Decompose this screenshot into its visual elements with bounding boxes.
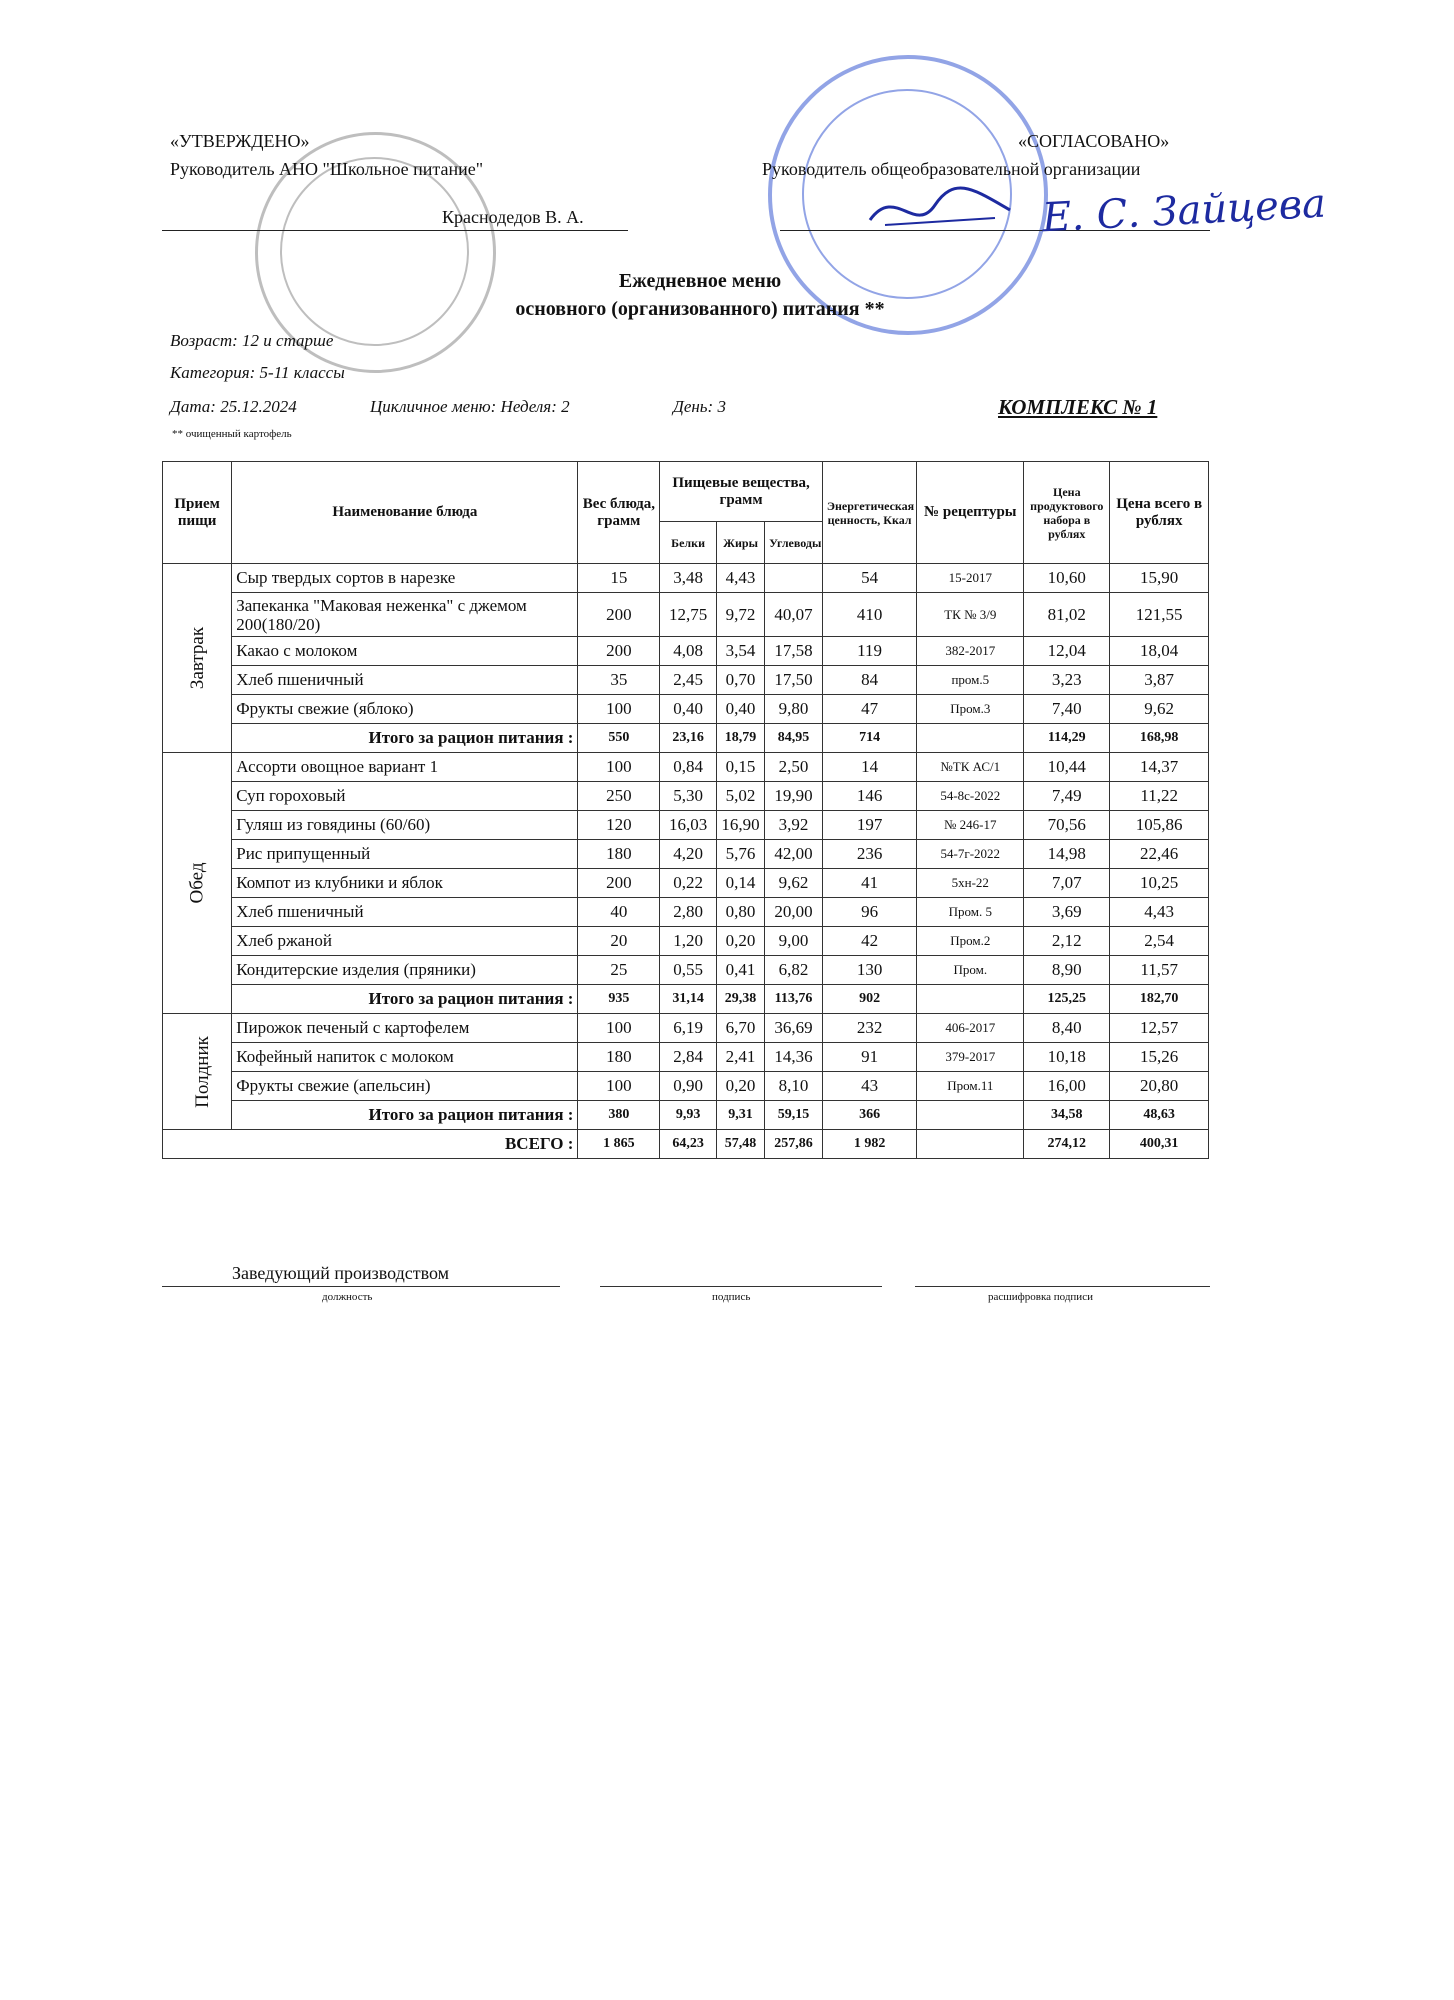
meal-label <box>163 753 232 1014</box>
cell-recipe: 382-2017 <box>917 637 1024 666</box>
cell-energy: 41 <box>822 869 916 898</box>
cell-protein: 12,75 <box>660 593 717 637</box>
cell-fat: 0,15 <box>716 753 764 782</box>
agreed-role: Руководитель общеобразовательной организации <box>762 159 1141 179</box>
grand-total-recipe <box>917 1130 1024 1159</box>
dish-name: Запеканка "Маковая неженка" с джемом 200(180/20) <box>232 593 578 637</box>
header-price-total: Цена всего в рублях <box>1110 462 1209 564</box>
table-row <box>163 927 1209 956</box>
cell-energy: 42 <box>822 927 916 956</box>
cell-fat: 3,54 <box>716 637 764 666</box>
cell-fat: 9,72 <box>716 593 764 637</box>
grand-total-energy: 1 982 <box>822 1130 916 1159</box>
cell-weight: 35 <box>578 666 660 695</box>
cell-fat: 5,02 <box>716 782 764 811</box>
header-weight: Вес блюда, грамм <box>578 462 660 564</box>
grand-total-row <box>163 1130 1209 1159</box>
meta-age: Возраст: 12 и старше <box>170 331 334 350</box>
total-carbs: 84,95 <box>765 724 823 753</box>
table-row <box>163 564 1209 593</box>
cell-carbs: 17,50 <box>765 666 823 695</box>
cell-carbs: 8,10 <box>765 1072 823 1101</box>
grand-total-fat: 57,48 <box>716 1130 764 1159</box>
cell-energy: 146 <box>822 782 916 811</box>
cell-weight: 100 <box>578 1014 660 1043</box>
total-label: Итого за рацион питания : <box>232 1101 578 1130</box>
dish-name: Компот из клубники и яблок <box>232 869 578 898</box>
cell-energy: 84 <box>822 666 916 695</box>
total-weight: 550 <box>578 724 660 753</box>
cell-energy: 119 <box>822 637 916 666</box>
footer-position: Заведующий производством <box>232 1263 450 1283</box>
cell-energy: 43 <box>822 1072 916 1101</box>
header-dish: Наименование блюда <box>232 462 578 564</box>
cell-price-set: 16,00 <box>1024 1072 1110 1101</box>
approved-label: «УТВЕРЖДЕНО» <box>170 131 310 151</box>
table-row <box>163 593 1209 637</box>
table-row <box>163 695 1209 724</box>
total-price-set: 125,25 <box>1024 985 1110 1014</box>
cell-weight: 120 <box>578 811 660 840</box>
meal-label-text: Полдник <box>191 1035 213 1108</box>
cell-recipe: Пром.3 <box>917 695 1024 724</box>
cell-recipe: ТК № 3/9 <box>917 593 1024 637</box>
cell-carbs: 36,69 <box>765 1014 823 1043</box>
table-row <box>163 898 1209 927</box>
total-price-set: 114,29 <box>1024 724 1110 753</box>
cell-price-set: 7,07 <box>1024 869 1110 898</box>
cell-energy: 232 <box>822 1014 916 1043</box>
cell-price-set: 7,49 <box>1024 782 1110 811</box>
cell-carbs: 17,58 <box>765 637 823 666</box>
cell-price-total: 9,62 <box>1110 695 1209 724</box>
cell-protein: 2,84 <box>660 1043 717 1072</box>
cell-recipe: Пром.2 <box>917 927 1024 956</box>
cell-price-set: 81,02 <box>1024 593 1110 637</box>
cell-price-total: 11,22 <box>1110 782 1209 811</box>
cell-price-set: 12,04 <box>1024 637 1110 666</box>
cell-price-total: 10,25 <box>1110 869 1209 898</box>
cell-energy: 197 <box>822 811 916 840</box>
cell-recipe: 15-2017 <box>917 564 1024 593</box>
cell-price-total: 22,46 <box>1110 840 1209 869</box>
cell-price-total: 105,86 <box>1110 811 1209 840</box>
cell-protein: 2,45 <box>660 666 717 695</box>
cell-protein: 3,48 <box>660 564 717 593</box>
total-protein: 9,93 <box>660 1101 717 1130</box>
cell-weight: 200 <box>578 637 660 666</box>
table-row <box>163 1014 1209 1043</box>
grand-total-label: ВСЕГО : <box>163 1130 578 1159</box>
cell-weight: 25 <box>578 956 660 985</box>
total-price-total: 182,70 <box>1110 985 1209 1014</box>
cell-fat: 5,76 <box>716 840 764 869</box>
cell-price-set: 7,40 <box>1024 695 1110 724</box>
footer-line-position <box>162 1286 560 1287</box>
cell-price-total: 18,04 <box>1110 637 1209 666</box>
cell-price-set: 70,56 <box>1024 811 1110 840</box>
cell-price-total: 3,87 <box>1110 666 1209 695</box>
cell-energy: 236 <box>822 840 916 869</box>
total-label: Итого за рацион питания : <box>232 724 578 753</box>
table-row <box>163 840 1209 869</box>
dish-name: Рис припущенный <box>232 840 578 869</box>
cell-protein: 6,19 <box>660 1014 717 1043</box>
header-protein: Белки <box>660 522 717 564</box>
menu-table <box>162 461 1209 1159</box>
total-label: Итого за рацион питания : <box>232 985 578 1014</box>
dish-name: Хлеб пшеничный <box>232 898 578 927</box>
total-protein: 31,14 <box>660 985 717 1014</box>
dish-name: Хлеб пшеничный <box>232 666 578 695</box>
dish-name: Какао с молоком <box>232 637 578 666</box>
meal-label <box>163 564 232 753</box>
total-energy: 902 <box>822 985 916 1014</box>
cell-price-set: 10,60 <box>1024 564 1110 593</box>
total-fat: 18,79 <box>716 724 764 753</box>
grand-total-weight: 1 865 <box>578 1130 660 1159</box>
cell-carbs: 20,00 <box>765 898 823 927</box>
cell-recipe: 54-7г-2022 <box>917 840 1024 869</box>
table-row <box>163 1043 1209 1072</box>
dish-name: Сыр твердых сортов в нарезке <box>232 564 578 593</box>
cell-weight: 100 <box>578 753 660 782</box>
cell-carbs: 2,50 <box>765 753 823 782</box>
header-energy: Энергетическая ценность, Ккал <box>822 462 916 564</box>
dish-name: Кондитерские изделия (пряники) <box>232 956 578 985</box>
header-fat: Жиры <box>716 522 764 564</box>
cell-carbs: 9,62 <box>765 869 823 898</box>
table-row <box>163 869 1209 898</box>
cell-price-total: 121,55 <box>1110 593 1209 637</box>
cell-fat: 4,43 <box>716 564 764 593</box>
table-row <box>163 782 1209 811</box>
grand-total-protein: 64,23 <box>660 1130 717 1159</box>
cell-carbs: 42,00 <box>765 840 823 869</box>
cell-weight: 100 <box>578 1072 660 1101</box>
cell-weight: 180 <box>578 840 660 869</box>
cell-protein: 16,03 <box>660 811 717 840</box>
approved-role: Руководитель АНО "Школьное питание" <box>170 159 484 179</box>
cell-carbs: 9,80 <box>765 695 823 724</box>
total-carbs: 59,15 <box>765 1101 823 1130</box>
meta-category: Категория: 5-11 классы <box>170 363 345 382</box>
cell-price-set: 3,69 <box>1024 898 1110 927</box>
cell-protein: 4,20 <box>660 840 717 869</box>
cell-carbs: 9,00 <box>765 927 823 956</box>
cell-fat: 2,41 <box>716 1043 764 1072</box>
title-line1: Ежедневное меню <box>618 270 782 292</box>
cell-energy: 130 <box>822 956 916 985</box>
header-carbs: Углеводы <box>765 522 823 564</box>
footer-line-signature <box>600 1286 882 1287</box>
cell-carbs: 3,92 <box>765 811 823 840</box>
dish-name: Фрукты свежие (яблоко) <box>232 695 578 724</box>
complex-label: КОМПЛЕКС № 1 <box>998 395 1158 419</box>
cell-protein: 0,22 <box>660 869 717 898</box>
cell-protein: 0,55 <box>660 956 717 985</box>
total-weight: 935 <box>578 985 660 1014</box>
signature-scribble <box>865 180 1015 240</box>
meta-cycle: Цикличное меню: Неделя: 2 <box>370 397 570 416</box>
footer-line-decoding <box>915 1286 1210 1287</box>
cell-recipe: № 246-17 <box>917 811 1024 840</box>
cell-energy: 14 <box>822 753 916 782</box>
meal-label-text: Завтрак <box>187 626 209 690</box>
table-row <box>163 666 1209 695</box>
header-meal: Прием пищи <box>163 462 232 564</box>
cell-fat: 16,90 <box>716 811 764 840</box>
cell-recipe: Пром. <box>917 956 1024 985</box>
cell-weight: 250 <box>578 782 660 811</box>
dish-name: Гуляш из говядины (60/60) <box>232 811 578 840</box>
total-energy: 714 <box>822 724 916 753</box>
total-fat: 9,31 <box>716 1101 764 1130</box>
meal-label-text: Обед <box>186 862 208 904</box>
cell-protein: 2,80 <box>660 898 717 927</box>
approved-name: Краснодедов В. А. <box>442 207 584 227</box>
handwritten-signature: Е. С. Зайцева <box>1040 180 1327 242</box>
cell-fat: 0,41 <box>716 956 764 985</box>
header-nutrients: Пищевые вещества, грамм <box>660 462 823 522</box>
total-row <box>163 1101 1209 1130</box>
total-recipe <box>917 1101 1024 1130</box>
cell-energy: 91 <box>822 1043 916 1072</box>
meta-date: Дата: 25.12.2024 <box>170 397 297 416</box>
cell-protein: 0,90 <box>660 1072 717 1101</box>
caption-decoding: расшифровка подписи <box>988 1291 1093 1303</box>
total-price-total: 168,98 <box>1110 724 1209 753</box>
cell-recipe: 406-2017 <box>917 1014 1024 1043</box>
cell-energy: 410 <box>822 593 916 637</box>
grand-total-carbs: 257,86 <box>765 1130 823 1159</box>
agreed-label: «СОГЛАСОВАНО» <box>1018 131 1170 151</box>
cell-recipe: 54-8с-2022 <box>917 782 1024 811</box>
total-carbs: 113,76 <box>765 985 823 1014</box>
cell-price-set: 10,18 <box>1024 1043 1110 1072</box>
total-weight: 380 <box>578 1101 660 1130</box>
cell-price-total: 15,90 <box>1110 564 1209 593</box>
header-recipe: № рецептуры <box>917 462 1024 564</box>
cell-recipe: пром.5 <box>917 666 1024 695</box>
caption-signature: подпись <box>712 1291 751 1303</box>
cell-fat: 0,70 <box>716 666 764 695</box>
cell-weight: 100 <box>578 695 660 724</box>
cell-recipe: №ТК АС/1 <box>917 753 1024 782</box>
cell-protein: 1,20 <box>660 927 717 956</box>
cell-recipe: Пром. 5 <box>917 898 1024 927</box>
cell-price-set: 8,40 <box>1024 1014 1110 1043</box>
dish-name: Хлеб ржаной <box>232 927 578 956</box>
cell-fat: 0,40 <box>716 695 764 724</box>
approved-underline <box>162 230 628 231</box>
cell-price-set: 10,44 <box>1024 753 1110 782</box>
cell-energy: 54 <box>822 564 916 593</box>
cell-protein: 5,30 <box>660 782 717 811</box>
cell-price-total: 15,26 <box>1110 1043 1209 1072</box>
cell-weight: 200 <box>578 869 660 898</box>
cell-carbs: 40,07 <box>765 593 823 637</box>
total-row <box>163 985 1209 1014</box>
total-price-set: 34,58 <box>1024 1101 1110 1130</box>
cell-price-set: 2,12 <box>1024 927 1110 956</box>
caption-position: должность <box>322 1291 373 1303</box>
dish-name: Пирожок печеный с картофелем <box>232 1014 578 1043</box>
table-row <box>163 1072 1209 1101</box>
total-row <box>163 724 1209 753</box>
title-line2: основного (организованного) питания ** <box>515 298 885 320</box>
cell-energy: 96 <box>822 898 916 927</box>
total-protein: 23,16 <box>660 724 717 753</box>
cell-fat: 6,70 <box>716 1014 764 1043</box>
total-recipe <box>917 985 1024 1014</box>
grand-total-price-set: 274,12 <box>1024 1130 1110 1159</box>
cell-recipe: 5хн-22 <box>917 869 1024 898</box>
cell-fat: 0,20 <box>716 927 764 956</box>
cell-carbs: 14,36 <box>765 1043 823 1072</box>
cell-fat: 0,14 <box>716 869 764 898</box>
meta-day: День: 3 <box>673 397 726 416</box>
dish-name: Кофейный напиток с молоком <box>232 1043 578 1072</box>
table-row <box>163 811 1209 840</box>
grand-total-price-total: 400,31 <box>1110 1130 1209 1159</box>
cell-energy: 47 <box>822 695 916 724</box>
cell-protein: 0,40 <box>660 695 717 724</box>
header-price-set: Цена продуктового набора в рублях <box>1024 462 1110 564</box>
cell-price-total: 2,54 <box>1110 927 1209 956</box>
footnote: ** очищенный картофель <box>172 428 292 440</box>
cell-recipe: Пром.11 <box>917 1072 1024 1101</box>
cell-fat: 0,20 <box>716 1072 764 1101</box>
total-recipe <box>917 724 1024 753</box>
cell-price-total: 11,57 <box>1110 956 1209 985</box>
cell-protein: 4,08 <box>660 637 717 666</box>
cell-price-total: 14,37 <box>1110 753 1209 782</box>
dish-name: Фрукты свежие (апельсин) <box>232 1072 578 1101</box>
total-energy: 366 <box>822 1101 916 1130</box>
cell-carbs: 19,90 <box>765 782 823 811</box>
cell-price-set: 3,23 <box>1024 666 1110 695</box>
table-row <box>163 637 1209 666</box>
cell-weight: 20 <box>578 927 660 956</box>
total-fat: 29,38 <box>716 985 764 1014</box>
meal-label <box>163 1014 232 1130</box>
table-row <box>163 956 1209 985</box>
cell-recipe: 379-2017 <box>917 1043 1024 1072</box>
cell-price-set: 14,98 <box>1024 840 1110 869</box>
cell-carbs <box>765 564 823 593</box>
cell-weight: 15 <box>578 564 660 593</box>
cell-fat: 0,80 <box>716 898 764 927</box>
dish-name: Суп гороховый <box>232 782 578 811</box>
dish-name: Ассорти овощное вариант 1 <box>232 753 578 782</box>
table-row <box>163 753 1209 782</box>
cell-price-total: 20,80 <box>1110 1072 1209 1101</box>
cell-price-total: 4,43 <box>1110 898 1209 927</box>
cell-carbs: 6,82 <box>765 956 823 985</box>
cell-weight: 180 <box>578 1043 660 1072</box>
total-price-total: 48,63 <box>1110 1101 1209 1130</box>
cell-price-total: 12,57 <box>1110 1014 1209 1043</box>
cell-price-set: 8,90 <box>1024 956 1110 985</box>
cell-protein: 0,84 <box>660 753 717 782</box>
cell-weight: 40 <box>578 898 660 927</box>
cell-weight: 200 <box>578 593 660 637</box>
